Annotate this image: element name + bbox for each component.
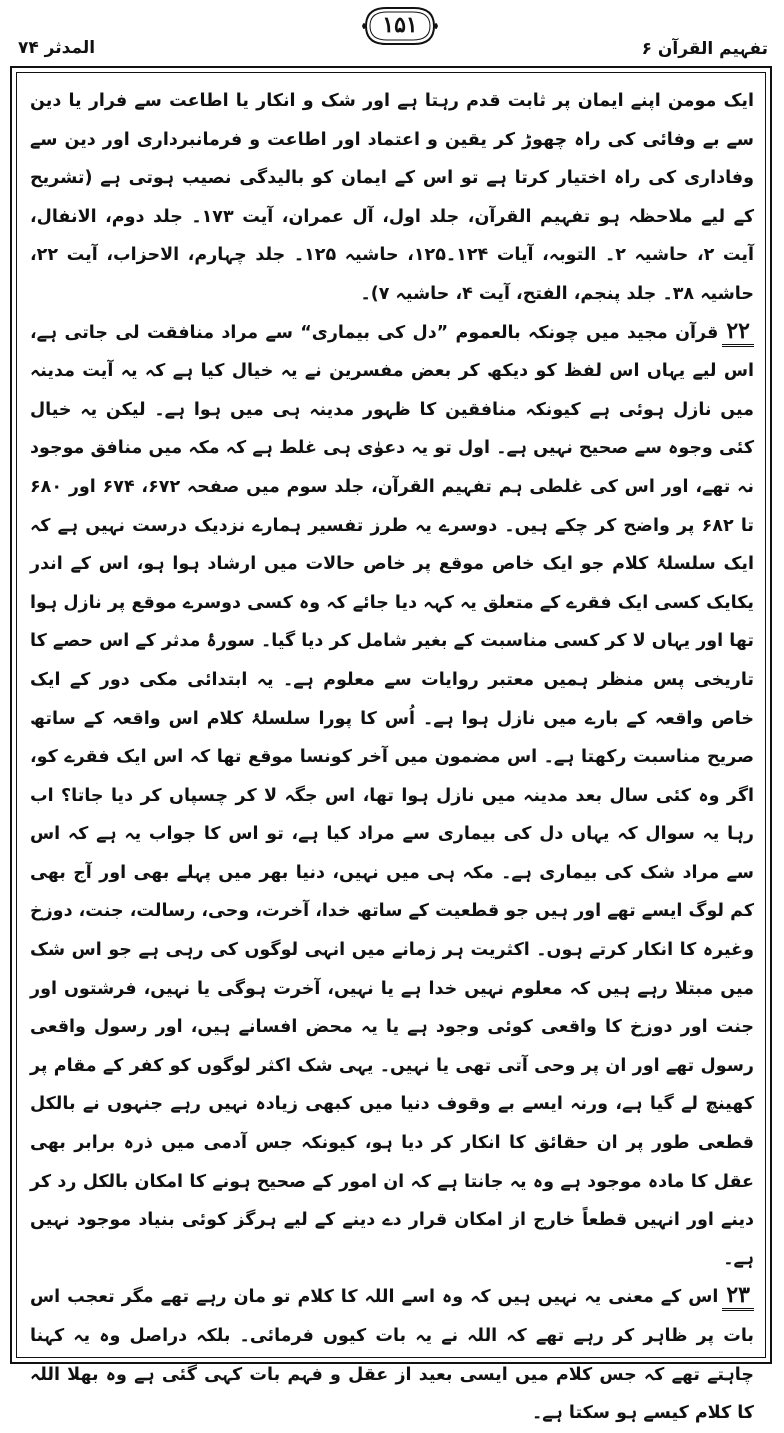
page-header [0, 0, 784, 70]
book-title: تفہیم القرآن ۶ [641, 39, 768, 59]
footnote-22-text: قرآن مجید میں چونکہ بالعموم ”دل کی بیماری“ سے مراد منافقت لی جاتی ہے، اس لیے یہاں اس لفظ کو دیکھ کر بعض مفسرین نے یہ خیال کیا ہے کہ یہ آیت مدینہ میں نازل ہوئی ہے کیونکہ منافقین کا ظہور مدینہ ہی میں ہوا ہے۔ لیکن یہ خیال کئی وجوہ سے صحیح نہیں ہے۔ اول تو یہ دعوٰی ہی غلط ہے کہ مکہ میں منافق موجود نہ تھے، اور اس کی غلطی ہم تفہیم القرآن، جلد سوم میں صفحہ ۶۷۲، ۶۷۴ اور ۶۸۰ تا ۶۸۲ پر واضح کر چکے ہیں۔ دوسرے یہ طرز تفسیر ہمارے نزدیک درست نہیں ہے کہ ایک سلسلۂ کلام جو ایک خاص موقع پر خاص حالات میں ارشاد ہوا ہو، اس کے اندر یکایک کسی ایک فقرے کے متعلق یہ کہہ دیا جائے کہ وہ کسی دوسرے موقع پر نازل ہوا تھا اور یہاں لا کر کسی مناسبت کے بغیر شامل کر دیا گیا۔ سورۂ مدثر کے اس حصے کا تاریخی پس منظر ہمیں معتبر روایات سے معلوم ہے۔ یہ ابتدائی مکی دور کے ایک خاص واقعہ کے بارے میں نازل ہوا ہے۔ اُس کا پورا سلسلۂ کلام اس واقعہ کے ساتھ صریح مناسبت رکھتا ہے۔ اس مضمون میں آخر کونسا موقع تھا کہ اس ایک فقرے کو، اگر وہ کئی سال بعد مدینہ میں نازل ہوا تھا، اس جگہ لا کر چسپاں کر دیا جاتا؟ اب رہا یہ سوال کہ یہاں دل کی بیماری سے مراد کیا ہے، تو اس کا جواب یہ ہے کہ اس سے مراد شک کی بیماری ہے۔ مکہ ہی میں نہیں، دنیا بھر میں پہلے بھی اور آج بھی کم لوگ ایسے تھے اور ہیں جو قطعیت کے ساتھ خدا، آخرت، وحی، رسالت، جنت، دوزخ وغیرہ کا انکار کرتے ہوں۔ اکثریت ہر زمانے میں انہی لوگوں کی رہی ہے جو اس شک میں مبتلا رہے ہیں کہ معلوم نہیں خدا ہے یا نہیں، آخرت ہوگی یا نہیں، فرشتوں اور جنت اور دوزخ کا واقعی کوئی وجود ہے یا یہ محض افسانے ہیں، اور رسول واقعی رسول تھے اور ان پر وحی آتی تھی یا نہیں۔ یہی شک اکثر لوگوں کو کفر کے مقام پر کھینچ لے گیا ہے، ورنہ ایسے بے وقوف دنیا میں کبھی زیادہ نہیں رہے جنہوں نے بالکل قطعی طور پر ان حقائق کا انکار کر دیا ہو، کیونکہ جس آدمی میں ذرہ برابر بھی عقل کا مادہ موجود ہے وہ یہ جانتا ہے کہ ان امور کے صحیح ہونے کا امکان بالکل رد کر دینے اور انہیں قطعاً خارج از امکان قرار دے دینے کے لیے ہرگز کوئی بنیاد موجود نہیں ہے۔ [30, 322, 754, 1269]
paragraph-continuation: ایک مومن اپنے ایمان پر ثابت قدم رہتا ہے اور شک و انکار یا اطاعت سے فرار یا دین سے بے وفائی کی راہ چھوڑ کر یقین و اعتماد اور اطاعت و فرمانبرداری اور دین سے وفاداری کی راہ اختیار کرتا ہے تو اس کے ایمان کو بالیدگی نصیب ہوتی ہے (تشریح کے لیے ملاحظہ ہو تفہیم القرآن، جلد اول، آل عمران، آیت ۱۷۳۔ جلد دوم، الانفال، آیت ۲، حاشیہ ۲۔ التوبہ، آیات ۱۲۴۔۱۲۵، حاشیہ ۱۲۵۔ جلد چہارم، الاحزاب، آیت ۲۲، حاشیہ ۳۸۔ جلد پنجم، الفتح، آیت ۴، حاشیہ ۷)۔ [30, 91, 755, 304]
footnote-23 [30, 1278, 754, 1432]
surah-reference: المدثر ۷۴ [18, 38, 96, 58]
footnote-number-22: ۲۲ [722, 318, 754, 347]
footnote-23-text: اس کے معنی یہ نہیں ہیں کہ وہ اسے اللہ کا کلام تو مان رہے تھے مگر تعجب اس بات پر ظاہر کر رہے تھے کہ اللہ نے یہ بات کیوں فرمائی۔ بلکہ دراصل وہ یہ کہنا چاہتے تھے کہ جس کلام میں ایسی بعید از عقل و فہم بات کہی گئی ہے وہ بھلا اللہ کا کلام کیسے ہو سکتا ہے۔ [30, 1287, 754, 1424]
page-number-ornament [360, 4, 440, 48]
footnote-22 [30, 314, 754, 1279]
footnote-number-23: ۲۳ [722, 1282, 754, 1311]
page-number: ۱۵۱ [382, 12, 418, 38]
page-body [30, 82, 755, 1424]
